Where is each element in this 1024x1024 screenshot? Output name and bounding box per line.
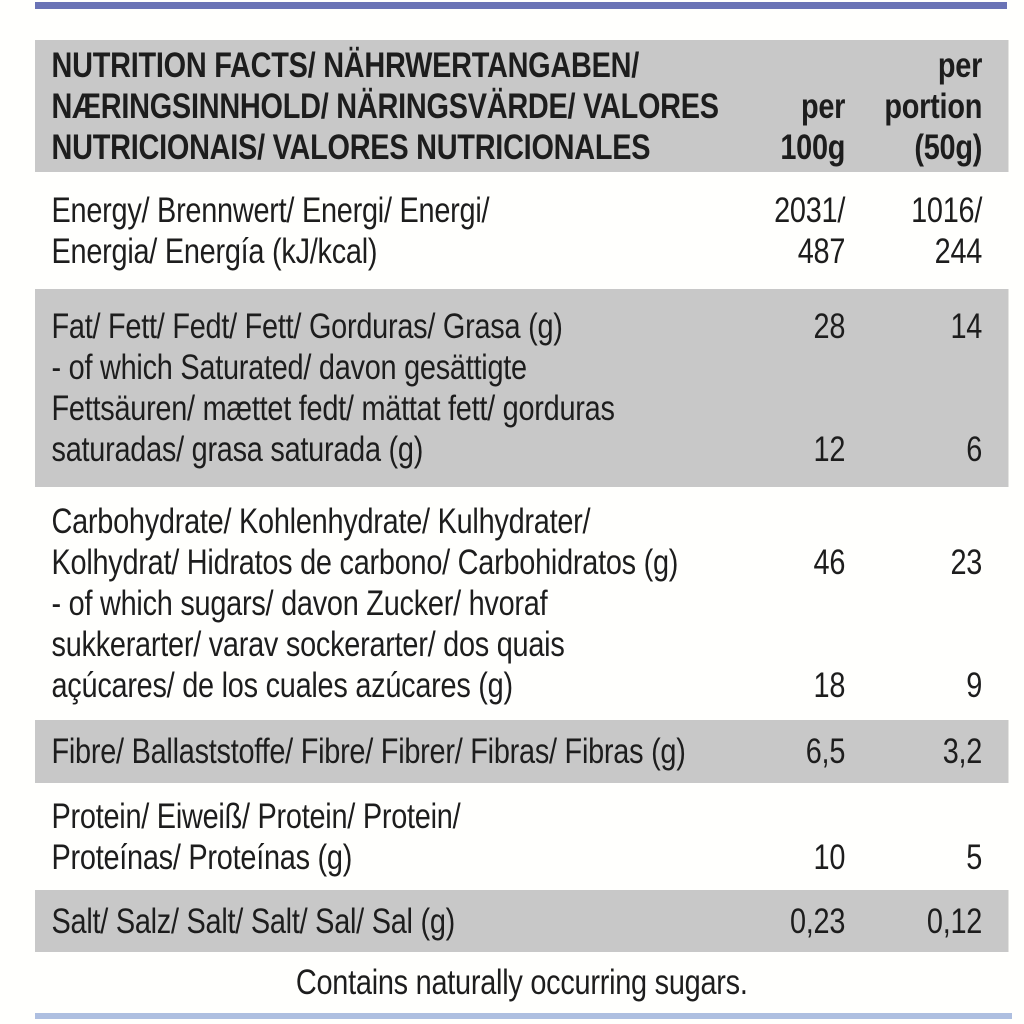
- table-line: [52, 624, 983, 665]
- header-col-per-100g: 100g: [780, 128, 846, 167]
- value-per-portion: 9: [966, 666, 983, 705]
- value-per-100g: 28: [813, 307, 846, 346]
- table-line: [52, 190, 983, 231]
- row-label: - of which Saturated/ davon gesättigte: [51, 348, 527, 387]
- row-label: Energy/ Brennwert/ Energi/ Energi/: [51, 191, 490, 230]
- header-col-per-100g: per: [800, 87, 846, 126]
- row-label: - of which sugars/ davon Zucker/ hvoraf: [51, 584, 548, 623]
- value-per-portion: 14: [950, 307, 983, 346]
- row-label: Salt/ Salz/ Salt/ Salt/ Sal/ Sal (g): [51, 902, 456, 941]
- table-header: [35, 40, 1009, 172]
- row-label: saturadas/ grasa saturada (g): [51, 430, 424, 469]
- value-per-100g: 12: [813, 430, 846, 469]
- value-per-100g: 10: [813, 838, 846, 877]
- row-label: Energia/ Energía (kJ/kcal): [51, 232, 378, 271]
- nutrition-row-carbohydrate: [35, 487, 1009, 720]
- row-label: Fat/ Fett/ Fedt/ Fett/ Gorduras/ Grasa (g): [51, 307, 563, 346]
- row-label: Proteínas/ Proteínas (g): [51, 838, 353, 877]
- table-line: [52, 306, 983, 347]
- value-per-100g: 18: [813, 666, 846, 705]
- row-label: Carbohydrate/ Kohlenhydrate/ Kulhydrater/: [51, 502, 591, 541]
- row-label: sukkerarter/ varav sockerarter/ dos quais: [51, 625, 565, 664]
- table-line: [52, 583, 983, 624]
- bottom-accent-rule: [35, 1013, 1012, 1019]
- value-per-100g: 487: [797, 232, 846, 271]
- value-per-portion: 6: [966, 430, 983, 469]
- row-label: Protein/ Eiweiß/ Protein/ Protein/: [51, 797, 461, 836]
- value-per-100g: 46: [813, 543, 846, 582]
- table-line: [52, 86, 983, 127]
- value-per-100g: 0,23: [789, 902, 846, 941]
- value-per-portion: 0,12: [926, 902, 983, 941]
- table-line: [52, 429, 983, 470]
- table-line: [52, 837, 983, 878]
- table-line: [52, 347, 983, 388]
- table-line: [52, 731, 983, 772]
- row-label: açúcares/ de los cuales azúcares (g): [51, 666, 513, 705]
- table-line: [52, 665, 983, 706]
- nutrition-table: [35, 40, 1009, 1003]
- nutrition-row-energy: [35, 172, 1009, 289]
- row-label: Kolhydrat/ Hidratos de carbono/ Carbohidratos (g): [51, 543, 679, 582]
- nutrition-row-fibre: [35, 720, 1009, 783]
- table-line: [52, 542, 983, 583]
- table-line: [52, 901, 983, 942]
- nutrition-row-protein: [35, 783, 1009, 890]
- header-col-per-portion: portion: [884, 87, 983, 126]
- table-line: [52, 388, 983, 429]
- header-col-per-portion: per: [937, 46, 983, 85]
- table-rows: [35, 172, 1009, 952]
- table-line: [52, 231, 983, 272]
- footer-note: Contains naturally occurring sugars.: [295, 963, 748, 1002]
- value-per-portion: 5: [966, 838, 983, 877]
- table-line: [52, 796, 983, 837]
- value-per-portion: 3,2: [942, 732, 983, 771]
- top-accent-rule: [35, 2, 1007, 9]
- value-per-100g: 2031/: [774, 191, 846, 230]
- table-line: [52, 45, 983, 86]
- table-line: [52, 501, 983, 542]
- row-label: Fettsäuren/ mættet fedt/ mättat fett/ gorduras: [51, 389, 615, 428]
- value-per-portion: 23: [950, 543, 983, 582]
- header-label: NÆRINGSINNHOLD/ NÄRINGSVÄRDE/ VALORES: [51, 87, 719, 126]
- nutrition-row-salt: [35, 890, 1009, 952]
- value-per-100g: 6,5: [805, 732, 846, 771]
- value-per-portion: 1016/: [911, 191, 983, 230]
- row-label: Fibre/ Ballaststoffe/ Fibre/ Fibrer/ Fibras/ Fibras (g): [51, 732, 686, 771]
- table-line: [52, 127, 983, 168]
- value-per-portion: 244: [934, 232, 983, 271]
- nutrition-row-fat: [35, 289, 1009, 487]
- header-label: NUTRICIONAIS/ VALORES NUTRICIONALES: [51, 128, 651, 167]
- header-label: NUTRITION FACTS/ NÄHRWERTANGABEN/: [51, 46, 640, 85]
- header-col-per-portion: (50g): [914, 128, 983, 167]
